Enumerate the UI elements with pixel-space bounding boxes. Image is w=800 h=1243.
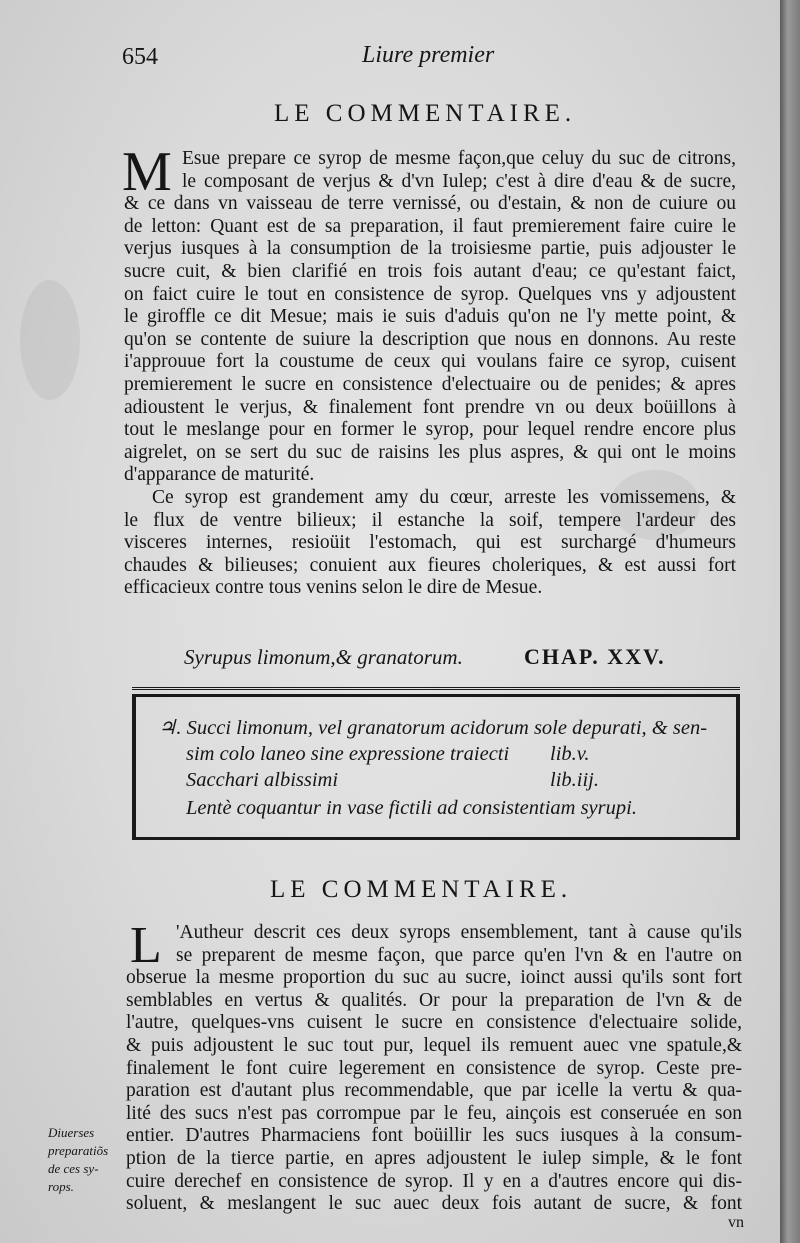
recipe-line: sim colo laneo sine expressione traiecti xyxy=(186,743,510,765)
text-line: tout le meslange pour en former le syrop, pour lequel rendre encore plus xyxy=(124,419,736,441)
recipe-box xyxy=(132,694,740,840)
text-line: de letton: Quant est de sa preparation, il faut premierement faire cuire le xyxy=(124,215,736,237)
text-line: l'autre, quelques-vns cuisent le sucre en consistence d'electuaire solide, xyxy=(126,1012,742,1034)
text-line: finalement le font cuire legerement en consistence de syrop. Ceste pre- xyxy=(126,1057,742,1079)
recipe-line: Sacchari albissimi xyxy=(186,769,339,791)
text-line: obserue la mesme proportion du suc au sucre, ioinct aussi qu'ils sont fort xyxy=(126,967,742,989)
commentary-paragraph xyxy=(124,148,736,600)
recipe-line: Lentè coquantur in vase fictili ad consistentiam syrupi. xyxy=(186,797,637,819)
section-heading: LE COMMENTAIRE. xyxy=(270,876,573,903)
catchword: vn xyxy=(728,1214,744,1231)
recipe-quantity: lib.iij. xyxy=(550,769,599,791)
text-line: paration est d'autant plus recommendable, que par icelle la vertu & qua- xyxy=(126,1080,742,1102)
chapter-title: Syrupus limonum,& granatorum. xyxy=(184,645,463,669)
commentary-paragraph xyxy=(126,917,742,1216)
text-line: le composant de verjus & d'vn Iulep; c'est à dire d'eau & de sucre, xyxy=(182,170,736,192)
recipe-line: ♃. Succi limonum, vel granatorum acidorum sole depurati, & sen- xyxy=(158,717,708,739)
page-edge-shadow xyxy=(780,0,800,1243)
text-line: & puis adjoustent le suc tout pur, lequel ils remuent auec vne spatule,& xyxy=(126,1034,742,1056)
text-line: 'Autheur descrit ces deux syrops ensemblement, tant à cause qu'ils xyxy=(176,922,742,943)
margin-note-line: Diuerses xyxy=(48,1125,95,1140)
text-line: le flux de ventre bilieux; il estanche la soif, tempere l'ardeur des xyxy=(124,509,736,531)
text-line: & ce dans vn vaisseau de terre vernissé, ou d'estain, & non de cuiure ou xyxy=(124,193,736,215)
text-line: semblables en vertus & qualités. Or pour la preparation de l'vn & de xyxy=(126,989,742,1011)
text-line: premierement le sucre en consistence d'electuaire ou de penides; & apres xyxy=(124,373,736,395)
text-line: aigrelet, on se sert du suc de raisins les plus aspres, & qui ont le moins xyxy=(124,441,736,463)
margin-note-line: preparatiõs xyxy=(48,1143,109,1158)
text-line: cuire derechef en consistence de syrop. Il y en a d'autres encore qui dis- xyxy=(126,1170,742,1192)
text-line: ption de la tierce partie, en apres adjoustent le iulep simple, & le font xyxy=(126,1147,742,1169)
page-number: 654 xyxy=(122,44,158,70)
drop-capital: L xyxy=(130,917,162,974)
text-line: entier. D'autres Pharmaciens font boüillir les sucs iusques à la consum- xyxy=(126,1125,742,1147)
text-line: efficacieux contre tous venins selon le dire de Mesue. xyxy=(124,577,543,599)
text-line: i'approuue fort la coustume de ceux qui voulans faire ce syrop, cuisent xyxy=(124,351,736,373)
text-line: d'apparance de maturité. xyxy=(124,464,315,486)
text-line: sucre cuit, & bien clarifié en trois fois autant d'eau; ce qu'estant faict, xyxy=(124,260,736,282)
text-line: Ce syrop est grandement amy du cœur, arreste les vomissemens, & xyxy=(152,486,736,508)
margin-note-line: de ces sy- xyxy=(48,1161,99,1176)
chapter-number: CHAP. XXV. xyxy=(524,644,666,669)
margin-note xyxy=(48,1124,126,1196)
text-line: visceres internes, resioüit l'estomach, qui est surchargé d'humeurs xyxy=(124,532,736,554)
text-line: chaudes & bilieuses; conuient aux fieures choleriques, & est aussi fort xyxy=(124,554,736,576)
recipe-quantity: lib.v. xyxy=(550,743,590,765)
text-line: verjus iusques à la consumption de la troisiesme partie, puis adjouster le xyxy=(124,238,736,260)
text-line: se preparent de mesme façon, que parce qu'en l'vn & en l'autre on xyxy=(176,944,742,966)
text-line: qu'on se contente de suiure la description que nous en donnons. Au reste xyxy=(124,328,736,350)
page-stain xyxy=(20,280,80,400)
text-line: adioustent le verjus, & finalement font prendre vn ou deux boüillons à xyxy=(124,396,736,418)
margin-note-line: rops. xyxy=(48,1179,74,1194)
text-line: lité des sucs n'est pas corrompue par le feu, ainçois est conseruée en son xyxy=(126,1102,742,1124)
text-line: le giroffle ce dit Mesue; mais ie suis d'aduis qu'on ne l'y mette point, & xyxy=(124,306,736,328)
section-heading: LE COMMENTAIRE. xyxy=(274,100,577,127)
drop-capital: M xyxy=(122,141,172,203)
text-line: on faict cuire le tout en consistence de syrop. Quelques vns y adjoustent xyxy=(124,283,736,305)
text-line: Esue prepare ce syrop de mesme façon,que celuy du suc de citrons, xyxy=(182,148,736,169)
text-line: soluent, & meslangent le suc auec deux fois autant de sucre, & font xyxy=(126,1193,742,1215)
running-head: Liure premier xyxy=(362,42,495,68)
